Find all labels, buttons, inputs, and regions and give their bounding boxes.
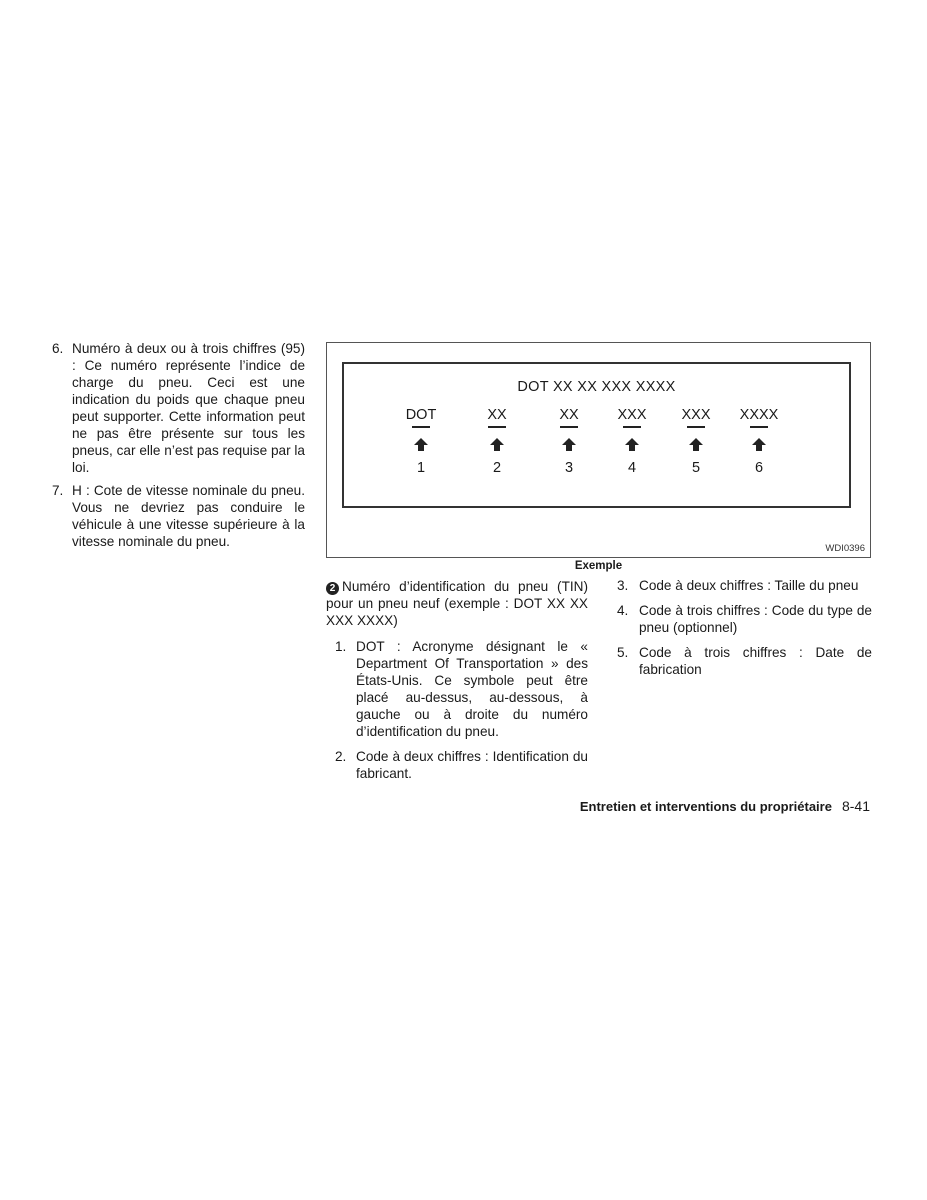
left-column — [52, 340, 305, 556]
up-arrow-icon — [752, 438, 766, 451]
circled-number-marker: 2 — [326, 582, 339, 595]
up-arrow-icon — [689, 438, 703, 451]
figure-index: 1 — [416, 459, 426, 476]
item-number: 2. — [335, 749, 347, 764]
tin-figure — [326, 342, 871, 558]
list-item — [52, 482, 305, 550]
intro-text: Numéro d’identification du pneu (TIN) pour un pneu neuf (exemple : DOT XX XX XXX XXXX) — [326, 579, 588, 628]
up-arrow-icon — [625, 438, 639, 451]
underline-bar — [750, 426, 768, 428]
list-item — [617, 602, 872, 636]
figure-code: XXX — [681, 407, 711, 423]
figure-code: DOT — [405, 407, 437, 423]
item-text: Code à deux chiffres : Identification du fabricant. — [356, 749, 588, 781]
figure-index: 4 — [627, 459, 637, 476]
figure-index: 2 — [492, 459, 502, 476]
item-text: Numéro à deux ou à trois chiffres (95) : Ce numéro représente l’indice de charge du pneu. Ceci est une indication du poids que chaque pneu peut supporter. Cette information peut ne pas être présente sur tous les pneus, car elle n’est pas requise par la loi. — [72, 341, 305, 475]
item-number: 6. — [52, 341, 64, 356]
figure-column-dot — [396, 407, 446, 476]
figure-index: 6 — [754, 459, 764, 476]
up-arrow-icon — [562, 438, 576, 451]
figure-column-size — [544, 407, 594, 476]
item-number: 3. — [617, 578, 629, 593]
underline-bar — [560, 426, 578, 428]
middle-column — [326, 578, 588, 790]
figure-code: XX — [487, 407, 507, 423]
figure-title: DOT XX XX XXX XXXX — [517, 379, 676, 395]
list-item — [326, 638, 588, 740]
underline-bar — [687, 426, 705, 428]
figure-caption: Exemple — [574, 560, 623, 572]
tin-intro — [326, 578, 588, 629]
figure-code: XX — [559, 407, 579, 423]
item-text: Code à deux chiffres : Taille du pneu — [639, 578, 859, 593]
underline-bar — [412, 426, 430, 428]
up-arrow-icon — [414, 438, 428, 451]
figure-column-date-code — [671, 407, 721, 476]
list-item — [617, 577, 872, 594]
item-text: H : Cote de vitesse nominale du pneu. Vous ne devriez pas conduire le véhicule à une vitesse supérieure à la vitesse nominale du pneu. — [72, 483, 305, 549]
underline-bar — [623, 426, 641, 428]
list-item — [326, 748, 588, 782]
figure-index: 5 — [691, 459, 701, 476]
item-number: 7. — [52, 483, 64, 498]
figure-column-load-index — [734, 407, 784, 476]
item-text: Code à trois chiffres : Date de fabrication — [639, 645, 872, 677]
figure-index: 3 — [564, 459, 574, 476]
tin-figure-frame — [342, 362, 851, 508]
list-item — [617, 644, 872, 678]
page-footer — [580, 798, 870, 814]
item-number: 5. — [617, 645, 629, 660]
item-number: 1. — [335, 639, 347, 654]
figure-reference: WDI0396 — [825, 543, 865, 554]
item-text: Code à trois chiffres : Code du type de pneu (optionnel) — [639, 603, 872, 635]
figure-column-manufacturer — [472, 407, 522, 476]
up-arrow-icon — [490, 438, 504, 451]
figure-code: XXX — [617, 407, 647, 423]
right-column — [617, 577, 872, 686]
footer-section-title: Entretien et interventions du propriétaire — [579, 799, 832, 814]
list-item — [52, 340, 305, 476]
underline-bar — [488, 426, 506, 428]
item-number: 4. — [617, 603, 629, 618]
page-number: 8-41 — [841, 798, 870, 814]
figure-code: XXXX — [739, 407, 779, 423]
item-text: DOT : Acronyme désignant le « Department Of Transportation » des États-Unis. Ce symbole peut être placé au-dessus, au-dessous, à gauche ou à droite du numéro d’identification du pneu. — [356, 639, 588, 739]
figure-column-type — [607, 407, 657, 476]
